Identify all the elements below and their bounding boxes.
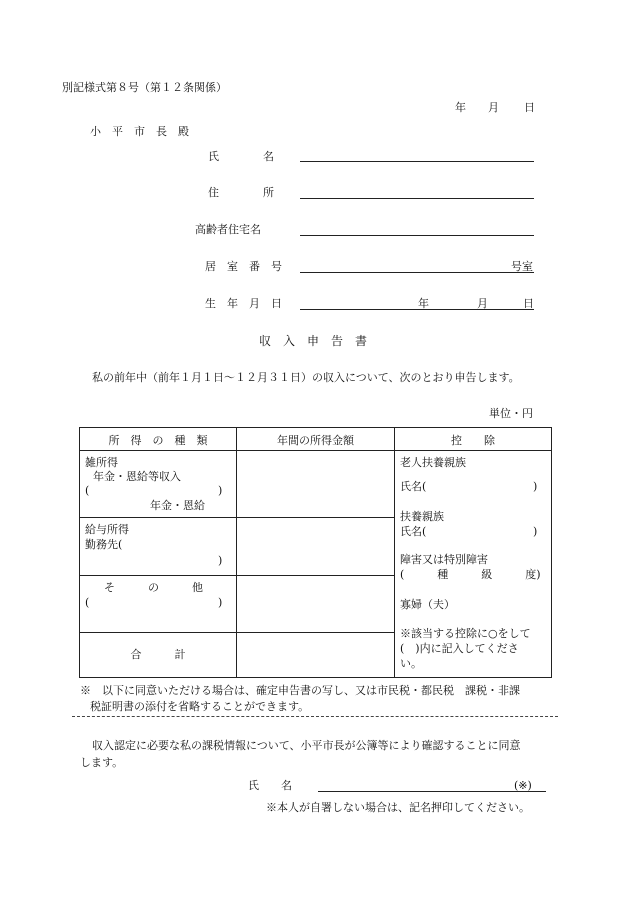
birth-year-label: 年 <box>418 297 429 310</box>
date-year-label: 年 <box>455 101 466 114</box>
salary-workplace-label: 勤務先( <box>85 538 123 552</box>
misc-income-title: 雑所得 <box>85 456 118 469</box>
birth-day-label: 日 <box>523 297 534 310</box>
housing-name-field[interactable] <box>300 235 534 236</box>
address-label: 住 所 <box>208 186 274 199</box>
deductions-cell <box>395 451 552 678</box>
salary-income-amount[interactable] <box>237 518 395 575</box>
total-label: 合 計 <box>130 647 186 661</box>
income-table <box>79 427 552 678</box>
misc-paren-open: ( <box>85 484 90 497</box>
room-number-label: 居 室 番 号 <box>205 260 282 273</box>
widow-label: 寡婦（夫） <box>400 598 455 611</box>
consent-signature-field[interactable] <box>318 791 546 792</box>
address-field[interactable] <box>300 198 534 199</box>
name-label: 氏 名 <box>208 150 274 163</box>
deduction-note-line2: ( )内に記入してくださ <box>400 642 519 655</box>
salary-paren-close: ) <box>218 554 223 568</box>
misc-income-cell <box>80 451 237 518</box>
total-label-cell <box>80 632 237 677</box>
dependent-label: 扶養親族 <box>400 510 444 523</box>
name-field[interactable] <box>300 161 534 162</box>
other-income-cell <box>80 575 237 632</box>
header-annual-amount: 年間の所得金額 <box>237 428 395 451</box>
deduction-note-line1: ※該当する控除に○をして <box>400 627 531 640</box>
salary-income-cell <box>80 518 237 575</box>
other-income-amount[interactable] <box>237 575 395 632</box>
misc-pension-type: 年金・恩給 <box>150 499 205 512</box>
room-number-field[interactable] <box>300 272 534 273</box>
disability-grade-line: ( 種 級 度) <box>400 568 541 581</box>
elderly-dependent-label: 老人扶養親族 <box>400 456 466 469</box>
misc-pension-label: 年金・恩給等収入 <box>93 470 181 483</box>
elderly-dependent-name-close: ) <box>533 480 538 493</box>
birthdate-field[interactable] <box>300 309 534 310</box>
signature-footnote: ※本人が自署しない場合は、記名押印してください。 <box>266 801 530 814</box>
misc-income-amount[interactable] <box>237 451 395 518</box>
consent-name-label: 氏 名 <box>248 779 292 792</box>
document-title: 収 入 申 告 書 <box>259 334 368 348</box>
salary-income-title: 給与所得 <box>85 523 129 537</box>
date-day-label: 日 <box>524 101 535 114</box>
elderly-dependent-name-open: 氏名( <box>400 480 427 493</box>
total-amount[interactable] <box>237 632 395 677</box>
seal-mark: (※) <box>514 779 532 792</box>
consent-note-line1: ※ 以下に同意いただける場合は、確定申告書の写し、又は市民税・都民税 課税・非課 <box>80 684 520 697</box>
consent-statement-line2: します。 <box>80 756 124 769</box>
unit-label: 単位・円 <box>489 407 533 420</box>
form-number: 別記様式第８号（第１２条関係） <box>62 81 227 94</box>
misc-paren-close: ) <box>218 484 223 497</box>
dependent-name-open: 氏名( <box>400 525 427 538</box>
addressee: 小 平 市 長 殿 <box>90 125 189 138</box>
other-paren-open: ( <box>85 595 90 609</box>
intro-text: 私の前年中（前年１月１日～１２月３１日）の収入について、次のとおり申告します。 <box>92 371 520 384</box>
header-income-type: 所 得 の 種 類 <box>80 428 237 451</box>
header-deductions: 控 除 <box>395 428 552 451</box>
birthdate-label: 生 年 月 日 <box>205 297 282 310</box>
consent-statement-line1: 収入認定に必要な私の課税情報について、小平市長が公簿等により確認することに同意 <box>92 739 521 752</box>
room-suffix: 号室 <box>511 260 533 273</box>
disability-label: 障害又は特別障害 <box>400 553 488 566</box>
consent-note-line2: 税証明書の添付を省略することができます。 <box>90 700 310 713</box>
dependent-name-close: ) <box>533 525 538 538</box>
date-month-label: 月 <box>488 101 499 114</box>
deduction-note-line3: い。 <box>400 657 422 670</box>
other-income-title: そ の 他 <box>104 580 203 594</box>
cut-line-divider <box>72 716 558 717</box>
other-paren-close: ) <box>218 595 223 609</box>
housing-name-label: 高齢者住宅名 <box>195 223 261 236</box>
birth-month-label: 月 <box>477 297 488 310</box>
